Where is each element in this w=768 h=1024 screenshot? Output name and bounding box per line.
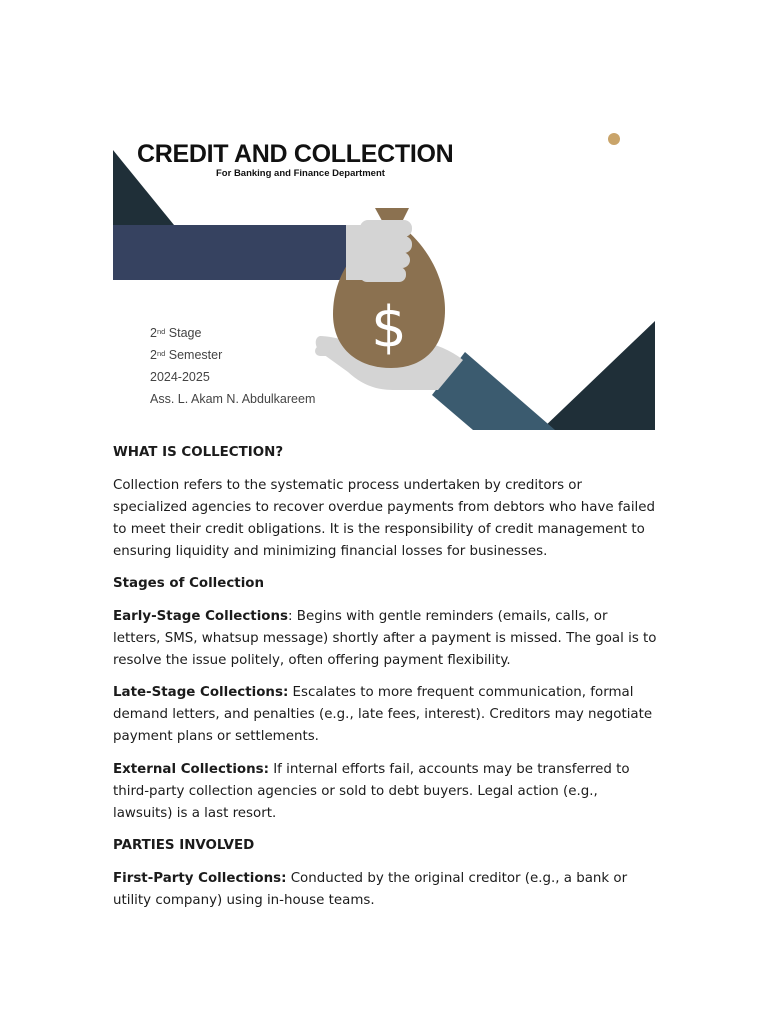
author-name: Ass. L. Akam N. Abdulkareem xyxy=(150,392,316,406)
first-party-label: First-Party Collections: xyxy=(113,870,287,886)
stage-label: Stage xyxy=(165,326,202,340)
paragraph-first-party xyxy=(113,868,658,912)
external-label: External Collections: xyxy=(113,761,269,777)
section-heading-stages: Stages of Collection xyxy=(113,576,265,591)
dollar-sign-icon: $ xyxy=(371,295,407,360)
semester-line xyxy=(150,344,315,366)
cover-banner xyxy=(113,132,655,430)
decor-dot xyxy=(608,133,620,145)
fist-icon xyxy=(346,220,412,282)
paragraph-external xyxy=(113,759,658,825)
course-info xyxy=(150,322,315,410)
late-stage-label: Late-Stage Collections: xyxy=(113,685,289,700)
paragraph-early-stage xyxy=(113,606,658,672)
stage-ordinal: nd xyxy=(156,327,166,336)
late-stage-text: Escalates to more frequent communication, formal demand letters, and penalties (e.g., late fees, interest). Creditors may negotiate payment plans or settlements. xyxy=(113,685,653,744)
sleeve-left xyxy=(113,225,351,280)
section-heading-parties: PARTIES INVOLVED xyxy=(113,838,255,853)
early-stage-label: Early-Stage Collections xyxy=(113,608,288,624)
document-title: CREDIT AND COLLECTION xyxy=(137,140,454,168)
decor-triangle-right xyxy=(541,321,655,430)
academic-year: 2024-2025 xyxy=(150,370,210,384)
paragraph-late-stage xyxy=(113,682,658,748)
stage-line xyxy=(150,322,315,344)
first-party-text: Conducted by the original creditor (e.g., a bank or utility company) using in-house teams. xyxy=(113,870,628,908)
document-body xyxy=(113,442,658,922)
section-heading-what-is-collection: WHAT IS COLLECTION? xyxy=(113,445,284,460)
paragraph-definition: Collection refers to the systematic process undertaken by creditors or specialized agencies to recover overdue payments from debtors who have failed to meet their credit obligations. It is the responsibility of credit management to ensuring liquidity and minimizing financial losses for businesses. xyxy=(113,477,656,559)
document-subtitle: For Banking and Finance Department xyxy=(216,168,385,179)
semester-ordinal: nd xyxy=(156,349,166,358)
external-text: If internal efforts fail, accounts may be transferred to third-party collection agencies or sold to debt buyers. Legal action (e.g., lawsuits) is a last resort. xyxy=(113,761,630,821)
semester-label: Semester xyxy=(165,348,223,362)
stage-number: 2 xyxy=(150,326,157,340)
early-stage-text: : Begins with gentle reminders (emails, calls, or letters, SMS, whatsup message) shortly after a payment is missed. The goal is to resolve the issue politely, often offering payment flexibility. xyxy=(113,608,657,668)
semester-number: 2 xyxy=(150,348,157,362)
